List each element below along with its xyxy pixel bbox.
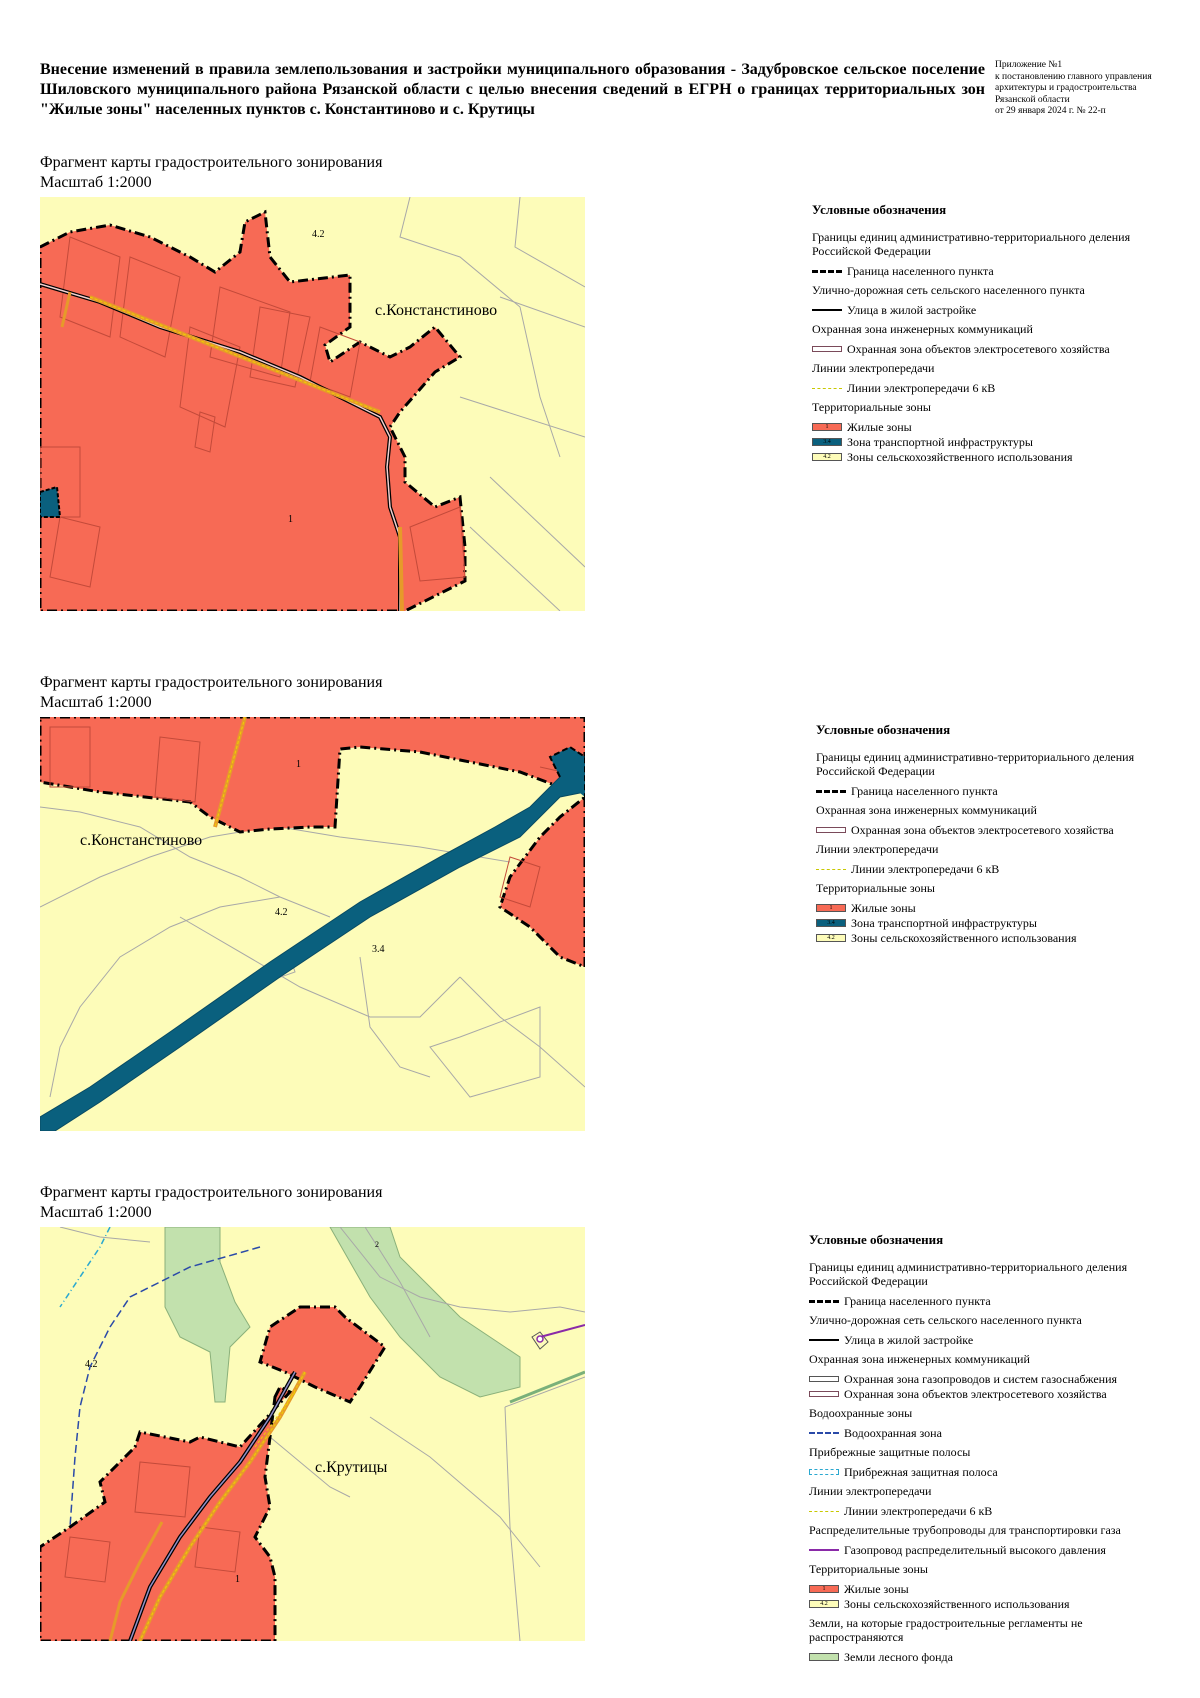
zone-label-4-2: 4.2 [275, 907, 288, 918]
legend-label: Земли лесного фонда [844, 1650, 953, 1664]
legend-row-agricultural [812, 450, 1172, 464]
legend-row-residential [816, 901, 1176, 915]
legend-label: Граница населенного пункта [851, 784, 998, 798]
legend-category: Улично-дорожная сеть сельского населенного пункта [809, 1313, 1082, 1327]
fragment-caption-text: Фрагмент карты градостроительного зонирования [40, 1184, 383, 1201]
legend-label: Зона транспортной инфраструктуры [851, 916, 1037, 930]
zone-label-4-2: 4.2 [85, 1359, 98, 1370]
legend-fragment-1 [812, 203, 1172, 469]
legend-category: Границы единиц административно-территориального деления Российской Федерации [809, 1260, 1128, 1288]
street-symbol [809, 1339, 839, 1341]
zone-label-3-4: 3.4 [372, 944, 385, 955]
legend-row-boundary [816, 784, 1176, 798]
map-fragment-2[interactable] [40, 717, 585, 1131]
appendix-line: архитектуры и градостроительства [995, 83, 1137, 93]
agricultural-swatch: 4.2 [812, 453, 842, 461]
legend-title: Условные обозначения [809, 1232, 944, 1247]
residential-swatch: 1 [812, 423, 842, 431]
legend-label: Зоны сельскохозяйственного использования [844, 1597, 1070, 1611]
protection-zone-symbol [816, 827, 846, 833]
legend-category: Границы единиц административно-территориального деления Российской Федерации [812, 230, 1131, 258]
agricultural-swatch: 4.2 [809, 1600, 839, 1608]
appendix-line: к постановлению главного управления [995, 71, 1152, 82]
residential-swatch: 1 [816, 904, 846, 912]
forest-swatch [809, 1653, 839, 1661]
transport-swatch: 3.4 [812, 438, 842, 446]
fragment-caption-text: Фрагмент карты градостроительного зонирования [40, 674, 383, 691]
legend-row-agricultural [816, 931, 1176, 945]
legend-category: Прибрежные защитные полосы [809, 1445, 971, 1459]
gas-zone-symbol [809, 1376, 839, 1382]
legend-row-street [809, 1333, 1179, 1347]
document-title: Внесение изменений в правила землепользования и застройки муниципального образования - Задубровское сельское поселение Шиловского муниципального района Рязанской области с целью внесения сведений в ЕГРН о границах территориальных зон "Жилые зоны" населенных пунктов с. Константиново и с. Крутицы [40, 61, 985, 118]
legend-label: Зона транспортной инфраструктуры [847, 435, 1033, 449]
legend-label: Водоохранная зона [844, 1426, 942, 1440]
legend-label: Линии электропередачи 6 кВ [847, 381, 996, 395]
legend-row-boundary [809, 1294, 1179, 1308]
protection-zone-symbol [809, 1391, 839, 1397]
map-fragment-3[interactable] [40, 1227, 585, 1641]
village-label: с.Крутицы [315, 1459, 388, 1476]
boundary-symbol [816, 790, 846, 793]
transport-zone-area [40, 487, 60, 517]
legend-row-power-zone [809, 1387, 1179, 1401]
water-zone-symbol [809, 1432, 839, 1434]
legend-row-power-line [812, 381, 1172, 395]
residential-swatch: 1 [809, 1585, 839, 1593]
legend-category: Линии электропередачи [809, 1484, 932, 1498]
legend-category: Охранная зона инженерных коммуникаций [816, 803, 1037, 817]
map-fragment-1[interactable] [40, 197, 585, 611]
legend-category: Территориальные зоны [816, 881, 935, 895]
legend-fragment-2 [816, 723, 1176, 950]
appendix-line: Рязанской области [995, 94, 1070, 105]
appendix-note [995, 60, 1185, 118]
village-label: с.Констанстиново [375, 302, 498, 319]
power-line-symbol [816, 869, 846, 870]
fragment-1-caption [40, 153, 382, 193]
legend-row-gas-pipe [809, 1543, 1179, 1557]
legend-label: Жилые зоны [844, 1582, 909, 1596]
appendix-line: Приложение №1 [995, 60, 1063, 70]
fragment-3-caption [40, 1183, 382, 1223]
transport-swatch: 3.4 [816, 919, 846, 927]
legend-category: Линии электропередачи [816, 842, 939, 856]
legend-label: Улица в жилой застройке [847, 303, 977, 317]
fragment-caption-text: Фрагмент карты градостроительного зонирования [40, 154, 383, 171]
zone-label-2: 2 [375, 1240, 379, 1249]
legend-label: Прибрежная защитная полоса [844, 1465, 998, 1479]
legend-category: Территориальные зоны [812, 400, 931, 414]
agricultural-swatch: 4.2 [816, 934, 846, 942]
legend-label: Граница населенного пункта [847, 264, 994, 278]
map-fragment-1-canvas [40, 197, 585, 611]
zone-label-1: 1 [235, 1574, 240, 1585]
legend-category: Земли, на которые градостроительные регламенты не распространяются [809, 1616, 1083, 1644]
legend-row-transport [812, 435, 1172, 449]
legend-row-gas-zone [809, 1372, 1179, 1386]
legend-category: Границы единиц административно-территориального деления Российской Федерации [816, 750, 1135, 778]
legend-label: Жилые зоны [847, 420, 912, 434]
protection-zone-symbol [812, 346, 842, 352]
legend-row-boundary [812, 264, 1172, 278]
appendix-line: от 29 января 2024 г. № 22-п [995, 106, 1106, 116]
zone-label-1: 1 [288, 514, 293, 525]
legend-label: Жилые зоны [851, 901, 916, 915]
legend-category: Охранная зона инженерных коммуникаций [812, 322, 1033, 336]
legend-row-power-line [809, 1504, 1179, 1518]
legend-title: Условные обозначения [816, 722, 951, 737]
boundary-symbol [812, 270, 842, 273]
legend-label: Охранная зона газопроводов и систем газоснабжения [844, 1372, 1118, 1386]
legend-label: Линии электропередачи 6 кВ [844, 1504, 993, 1518]
legend-row-agricultural [809, 1597, 1179, 1611]
zone-label-1: 1 [296, 759, 301, 770]
legend-row-power-line [816, 862, 1176, 876]
legend-category: Водоохранные зоны [809, 1406, 913, 1420]
legend-label: Улица в жилой застройке [844, 1333, 974, 1347]
legend-row-transport [816, 916, 1176, 930]
legend-row-power-zone [816, 823, 1176, 837]
legend-row-residential [812, 420, 1172, 434]
legend-label: Охранная зона объектов электросетевого хозяйства [847, 342, 1110, 356]
legend-label: Охранная зона объектов электросетевого хозяйства [851, 823, 1114, 837]
legend-label: Газопровод распределительный высокого давления [844, 1543, 1106, 1557]
power-line-symbol [809, 1511, 839, 1512]
legend-title: Условные обозначения [812, 202, 947, 217]
legend-label: Зоны сельскохозяйственного использования [851, 931, 1077, 945]
legend-row-coast [809, 1465, 1179, 1479]
fragment-scale: Масштаб 1:2000 [40, 1204, 152, 1221]
legend-row-residential [809, 1582, 1179, 1596]
coast-strip-symbol [809, 1469, 839, 1475]
map-fragment-2-canvas [40, 717, 585, 1131]
legend-label: Охранная зона объектов электросетевого хозяйства [844, 1387, 1107, 1401]
legend-category: Территориальные зоны [809, 1562, 928, 1576]
legend-label: Линии электропередачи 6 кВ [851, 862, 1000, 876]
gas-pipeline-node [537, 1336, 543, 1342]
legend-fragment-3 [809, 1233, 1179, 1669]
zone-label-4-2: 4.2 [312, 229, 325, 240]
boundary-symbol [809, 1300, 839, 1303]
legend-row-power-zone [812, 342, 1172, 356]
fragment-scale: Масштаб 1:2000 [40, 174, 152, 191]
power-line-symbol [812, 388, 842, 389]
street-symbol [812, 309, 842, 311]
legend-label: Зоны сельскохозяйственного использования [847, 450, 1073, 464]
map-fragment-3-canvas [40, 1227, 585, 1641]
legend-row-forest [809, 1650, 1179, 1664]
legend-label: Граница населенного пункта [844, 1294, 991, 1308]
legend-category: Охранная зона инженерных коммуникаций [809, 1352, 1030, 1366]
legend-category: Улично-дорожная сеть сельского населенного пункта [812, 283, 1085, 297]
power-protection-zone [400, 527, 402, 611]
legend-row-street [812, 303, 1172, 317]
legend-category: Распределительные трубопроводы для транспортировки газа [809, 1523, 1121, 1537]
fragment-scale: Масштаб 1:2000 [40, 694, 152, 711]
legend-category: Линии электропередачи [812, 361, 935, 375]
village-label: с.Констанстиново [80, 832, 203, 849]
fragment-2-caption [40, 673, 382, 713]
legend-row-water-zone [809, 1426, 1179, 1440]
gas-pipe-symbol [809, 1549, 839, 1551]
